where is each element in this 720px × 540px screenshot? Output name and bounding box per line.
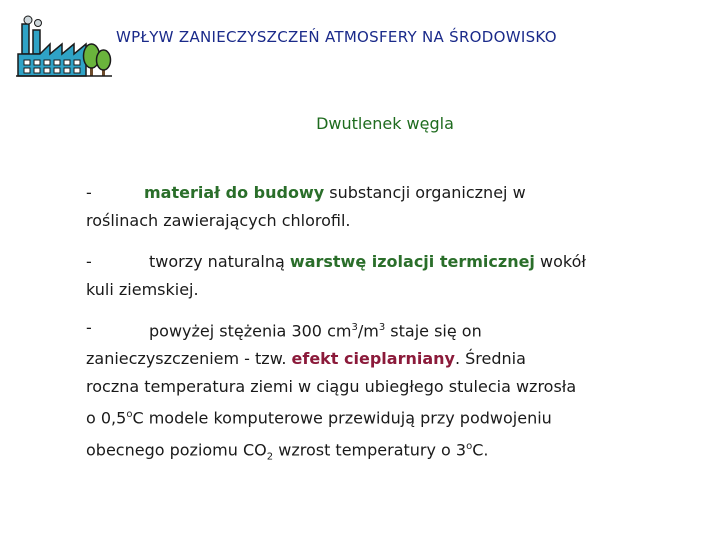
- page-title: WPŁYW ZANIECZYSZCZEŃ ATMOSFERY NA ŚRODOWISKO: [116, 28, 557, 46]
- list-item: - tworzy naturalną warstwę izolacji termicznej wokół kuli ziemskiej.: [86, 252, 586, 299]
- list-item: - materiał do budowy substancji organicznej w roślinach zawierających chlorofil.: [86, 183, 526, 230]
- highlight-text: efekt cieplarniany: [291, 349, 455, 369]
- section-heading: Dwutlenek węgla: [316, 114, 454, 133]
- factory-trees-icon: [14, 14, 114, 84]
- highlight-text: warstwę izolacji termicznej: [289, 252, 535, 271]
- highlight-text: materiał do budowy: [144, 183, 325, 202]
- list-item: - powyżej stężenia 300 $cm^3/m^3$ staje się on zanieczyszczeniem - tzw. efekt cieplarniany. Średnia roczna temperatura ziemi w ciągu ubiegłego stulecia wzrosła o 0,5$^o$C modele komputerowe przewidują przy podwojeniu obecnego poziomu $CO_2$ wzrost temperatury o 3$^o$C.: [86, 318, 577, 463]
